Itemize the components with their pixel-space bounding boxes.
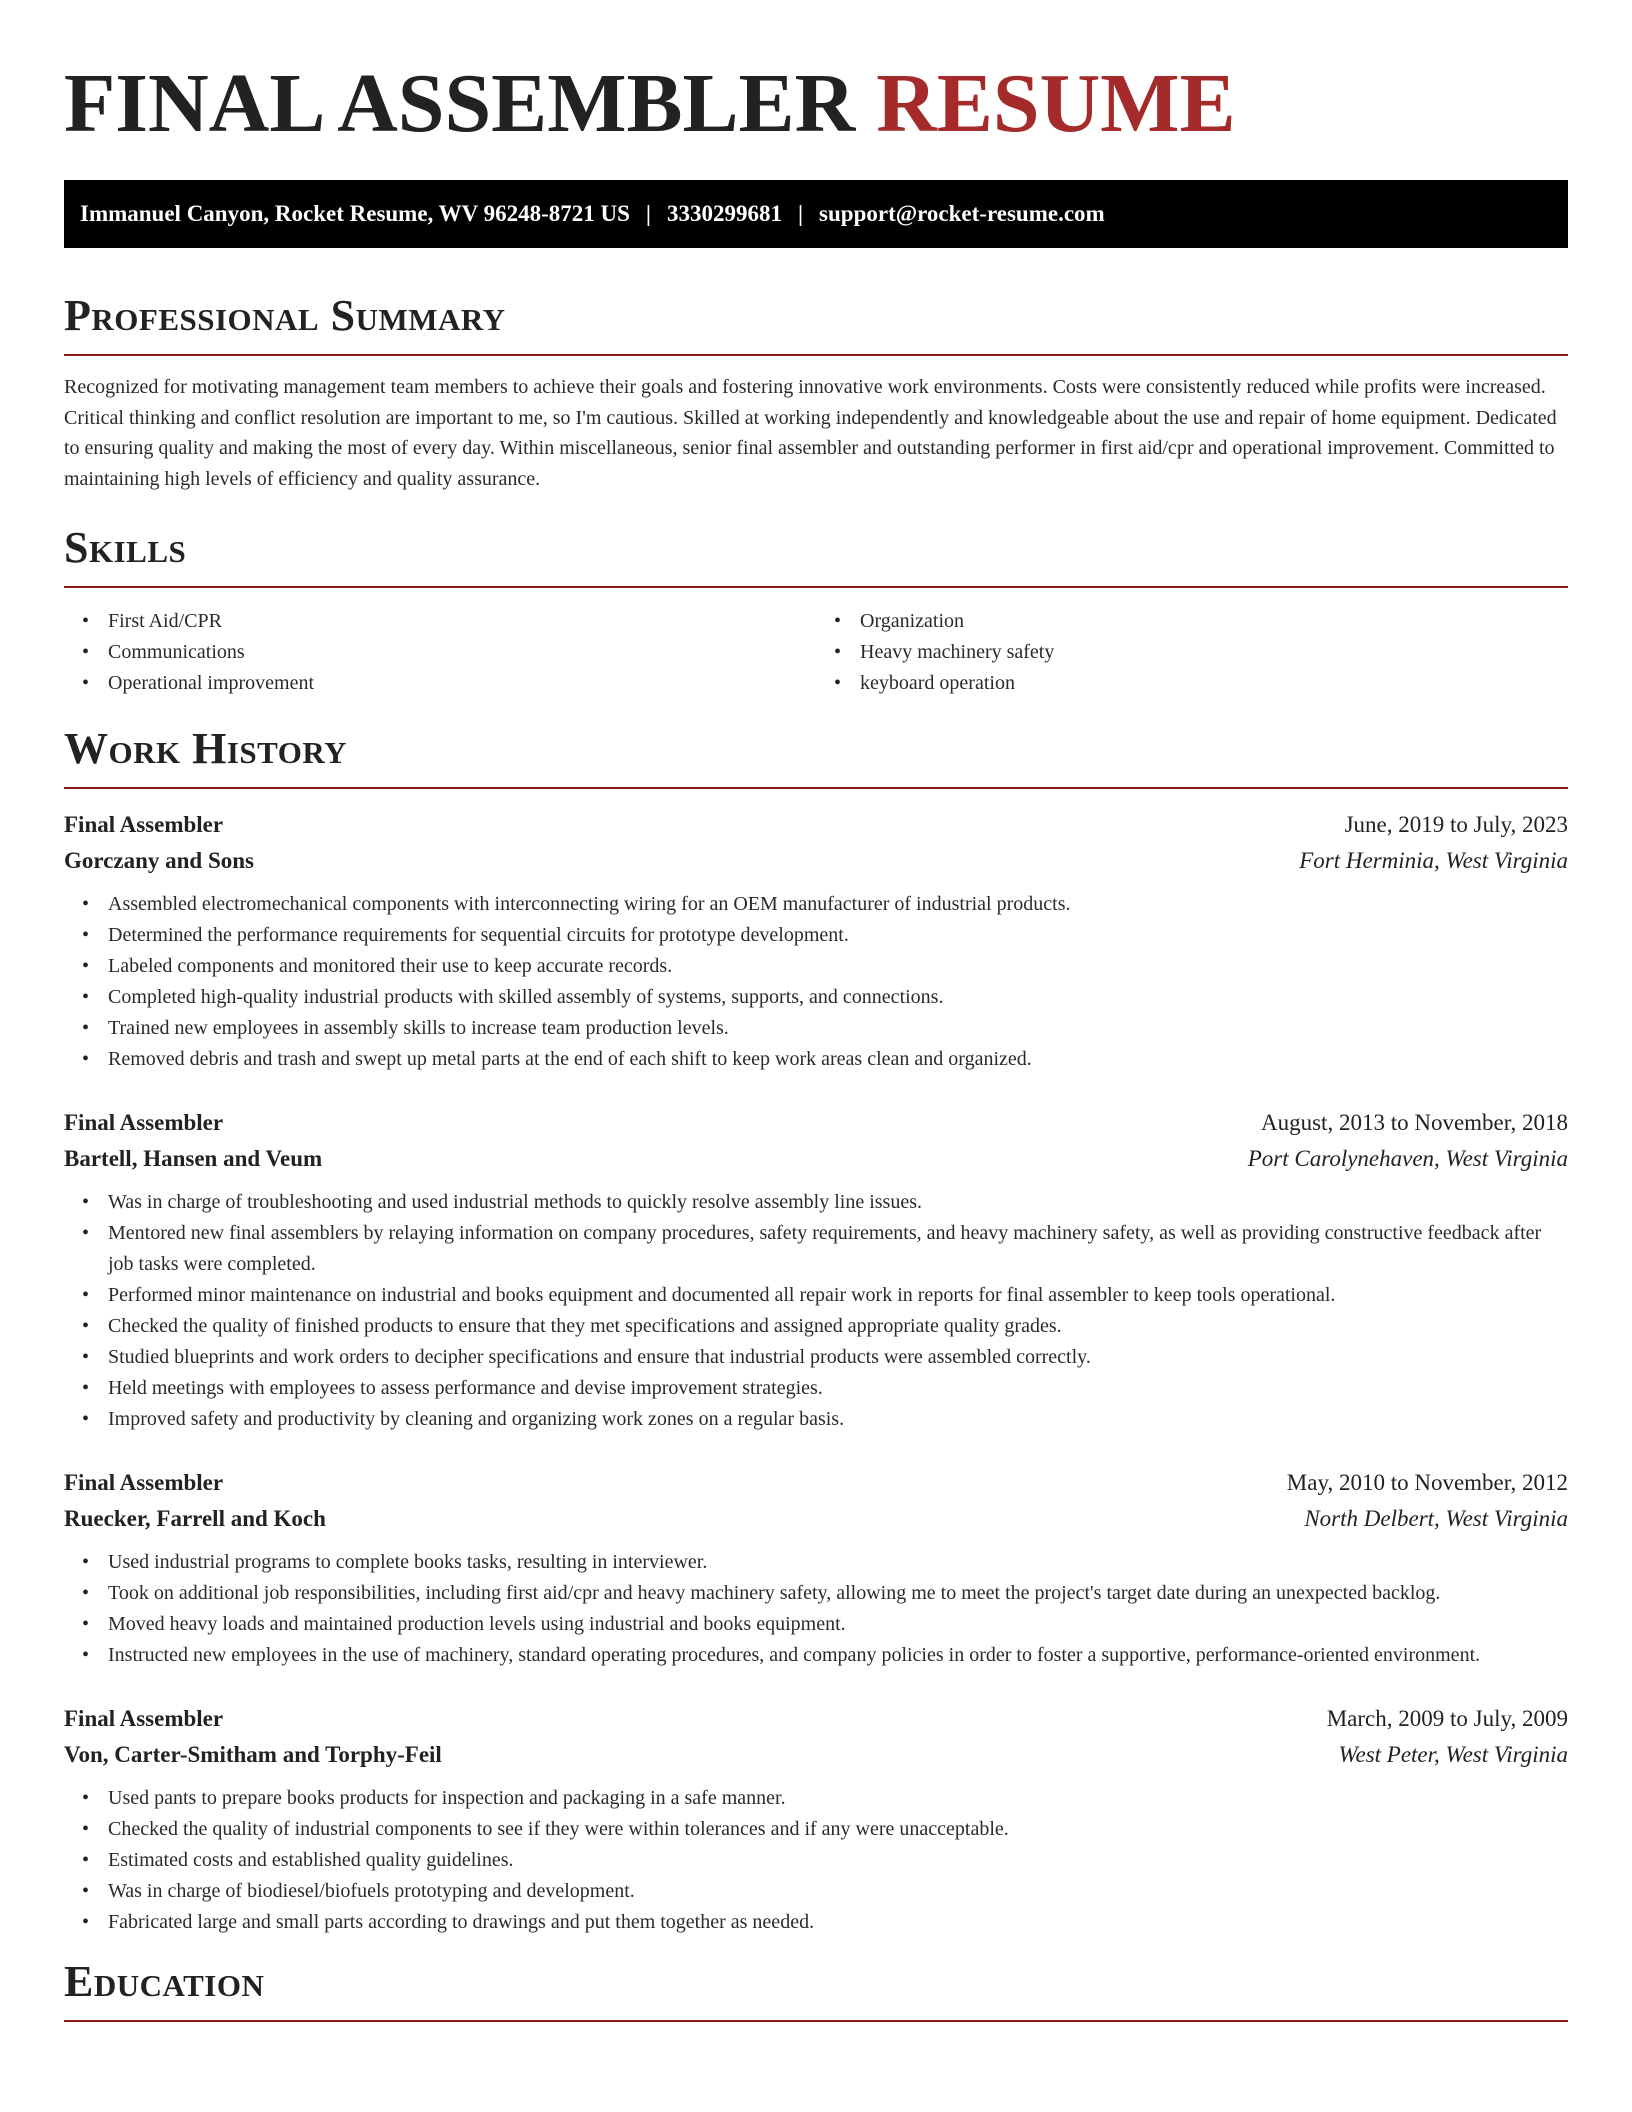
job-bullet: • Checked the quality of finished products to ensure that they met specifications and assigned appropriate quality grades. xyxy=(108,1311,1568,1342)
job-bullet: • Completed high-quality industrial products with skilled assembly of systems, supports, and connections. xyxy=(108,982,1568,1013)
job-bullet: • Used pants to prepare books products for inspection and packaging in a safe manner. xyxy=(108,1783,1568,1814)
job-bullets xyxy=(64,889,1568,1075)
job-bullet: • Moved heavy loads and maintained production levels using industrial and books equipment. xyxy=(108,1609,1568,1640)
title-accent: RESUME xyxy=(876,57,1236,150)
job-bullet: • Fabricated large and small parts according to drawings and put them together as needed. xyxy=(108,1907,1568,1938)
contact-separator: | xyxy=(645,201,651,226)
job-bullets xyxy=(64,1187,1568,1435)
job-entry xyxy=(64,1105,1568,1435)
skill-item: • keyboard operation xyxy=(860,668,1568,699)
job-title: Final Assembler xyxy=(64,1706,224,1731)
job-header-row xyxy=(64,807,1568,843)
job-bullet: • Mentored new final assemblers by relaying information on company procedures, safety requirements, and heavy machinery safety, as well as providing constructive feedback after job tasks were completed. xyxy=(108,1218,1568,1280)
job-entry xyxy=(64,807,1568,1075)
work-history-section xyxy=(64,724,1568,1938)
resume-title xyxy=(64,57,1568,150)
job-bullet: • Labeled components and monitored their use to keep accurate records. xyxy=(108,951,1568,982)
section-divider xyxy=(64,586,1568,588)
summary-text: Recognized for motivating management team members to achieve their goals and fostering innovative work environments. Costs were consistently reduced while profits were increased. Critical thinking and conflict resolution are important to me, so I'm cautious. Skilled at working independently and knowledgeable about the use and repair of home equipment. Dedicated to ensuring quality and making the most of every day. Within miscellaneous, senior final assembler and outstanding performer in first aid/cpr and operational improvement. Committed to maintaining high levels of efficiency and quality assurance. xyxy=(64,376,1557,490)
section-divider xyxy=(64,2020,1568,2022)
skills-column-right xyxy=(816,606,1568,699)
contact-phone: 3330299681 xyxy=(666,201,782,226)
education-heading: Education xyxy=(64,1957,265,2006)
skill-item: • Organization xyxy=(860,606,1568,637)
work-history-heading: Work History xyxy=(64,724,348,773)
job-bullet: • Used industrial programs to complete books tasks, resulting in interviewer. xyxy=(108,1547,1568,1578)
skills-grid xyxy=(64,606,1568,699)
job-bullet: • Determined the performance requirements for sequential circuits for prototype development. xyxy=(108,920,1568,951)
job-bullet: • Instructed new employees in the use of machinery, standard operating procedures, and company policies in order to foster a supportive, performance-oriented environment. xyxy=(108,1640,1568,1671)
job-location: North Delbert, West Virginia xyxy=(1304,1506,1568,1531)
job-company-row xyxy=(64,1737,1568,1773)
job-title: Final Assembler xyxy=(64,1470,224,1495)
job-bullets xyxy=(64,1547,1568,1671)
job-bullet: • Studied blueprints and work orders to decipher specifications and ensure that industrial products were assembled correctly. xyxy=(108,1342,1568,1373)
skill-item: • Heavy machinery safety xyxy=(860,637,1568,668)
job-bullet: • Estimated costs and established quality guidelines. xyxy=(108,1845,1568,1876)
summary-section xyxy=(64,291,1568,494)
job-bullet: • Was in charge of troubleshooting and used industrial methods to quickly resolve assembly line issues. xyxy=(108,1187,1568,1218)
job-bullet: • Was in charge of biodiesel/biofuels prototyping and development. xyxy=(108,1876,1568,1907)
job-bullets xyxy=(64,1783,1568,1938)
contact-separator: | xyxy=(797,201,804,226)
job-bullet: • Performed minor maintenance on industrial and books equipment and documented all repair work in reports for final assembler to keep tools operational. xyxy=(108,1280,1568,1311)
job-header-row xyxy=(64,1701,1568,1737)
job-entry xyxy=(64,1701,1568,1938)
job-location: Port Carolynehaven, West Virginia xyxy=(1247,1146,1568,1171)
title-main: FINAL ASSEMBLER xyxy=(64,57,856,150)
contact-email: support@rocket-resume.com xyxy=(819,201,1105,226)
job-bullet: • Removed debris and trash and swept up metal parts at the end of each shift to keep work areas clean and organized. xyxy=(108,1044,1568,1075)
job-dates: August, 2013 to November, 2018 xyxy=(1261,1110,1568,1135)
job-bullet: • Trained new employees in assembly skills to increase team production levels. xyxy=(108,1013,1568,1044)
job-title: Final Assembler xyxy=(64,1110,224,1135)
skills-column-left xyxy=(64,606,816,699)
job-location: Fort Herminia, West Virginia xyxy=(1299,848,1568,873)
job-bullet: • Held meetings with employees to assess performance and devise improvement strategies. xyxy=(108,1373,1568,1404)
section-divider xyxy=(64,787,1568,789)
job-dates: May, 2010 to November, 2012 xyxy=(1286,1470,1568,1495)
job-bullet: • Improved safety and productivity by cleaning and organizing work zones on a regular basis. xyxy=(108,1404,1568,1435)
job-bullet: • Checked the quality of industrial components to see if they were within tolerances and if any were unacceptable. xyxy=(108,1814,1568,1845)
contact-bar xyxy=(64,180,1568,248)
skills-heading: Skills xyxy=(64,523,187,572)
job-company-row xyxy=(64,843,1568,879)
job-company-row xyxy=(64,1141,1568,1177)
job-entry xyxy=(64,1465,1568,1671)
contact-address: Immanuel Canyon, Rocket Resume, WV 96248-8721 US xyxy=(80,201,630,226)
skill-item: • First Aid/CPR xyxy=(108,606,816,637)
job-dates: June, 2019 to July, 2023 xyxy=(1344,812,1568,837)
summary-heading: Professional Summary xyxy=(64,291,506,340)
section-divider xyxy=(64,354,1568,356)
job-header-row xyxy=(64,1465,1568,1501)
job-company: Gorczany and Sons xyxy=(64,848,255,873)
job-company: Von, Carter-Smitham and Torphy-Feil xyxy=(64,1742,442,1767)
education-section xyxy=(64,1957,1568,2022)
skill-item: • Operational improvement xyxy=(108,668,816,699)
job-bullet: • Assembled electromechanical components with interconnecting wiring for an OEM manufacturer of industrial products. xyxy=(108,889,1568,920)
job-company: Ruecker, Farrell and Koch xyxy=(64,1506,326,1531)
job-title: Final Assembler xyxy=(64,812,224,837)
job-dates: March, 2009 to July, 2009 xyxy=(1326,1706,1568,1731)
skill-item: • Communications xyxy=(108,637,816,668)
job-header-row xyxy=(64,1105,1568,1141)
job-company-row xyxy=(64,1501,1568,1537)
skills-section xyxy=(64,523,1568,699)
job-location: West Peter, West Virginia xyxy=(1338,1742,1568,1767)
job-bullet: • Took on additional job responsibilities, including first aid/cpr and heavy machinery safety, allowing me to meet the project's target date during an unexpected backlog. xyxy=(108,1578,1568,1609)
job-company: Bartell, Hansen and Veum xyxy=(64,1146,323,1171)
